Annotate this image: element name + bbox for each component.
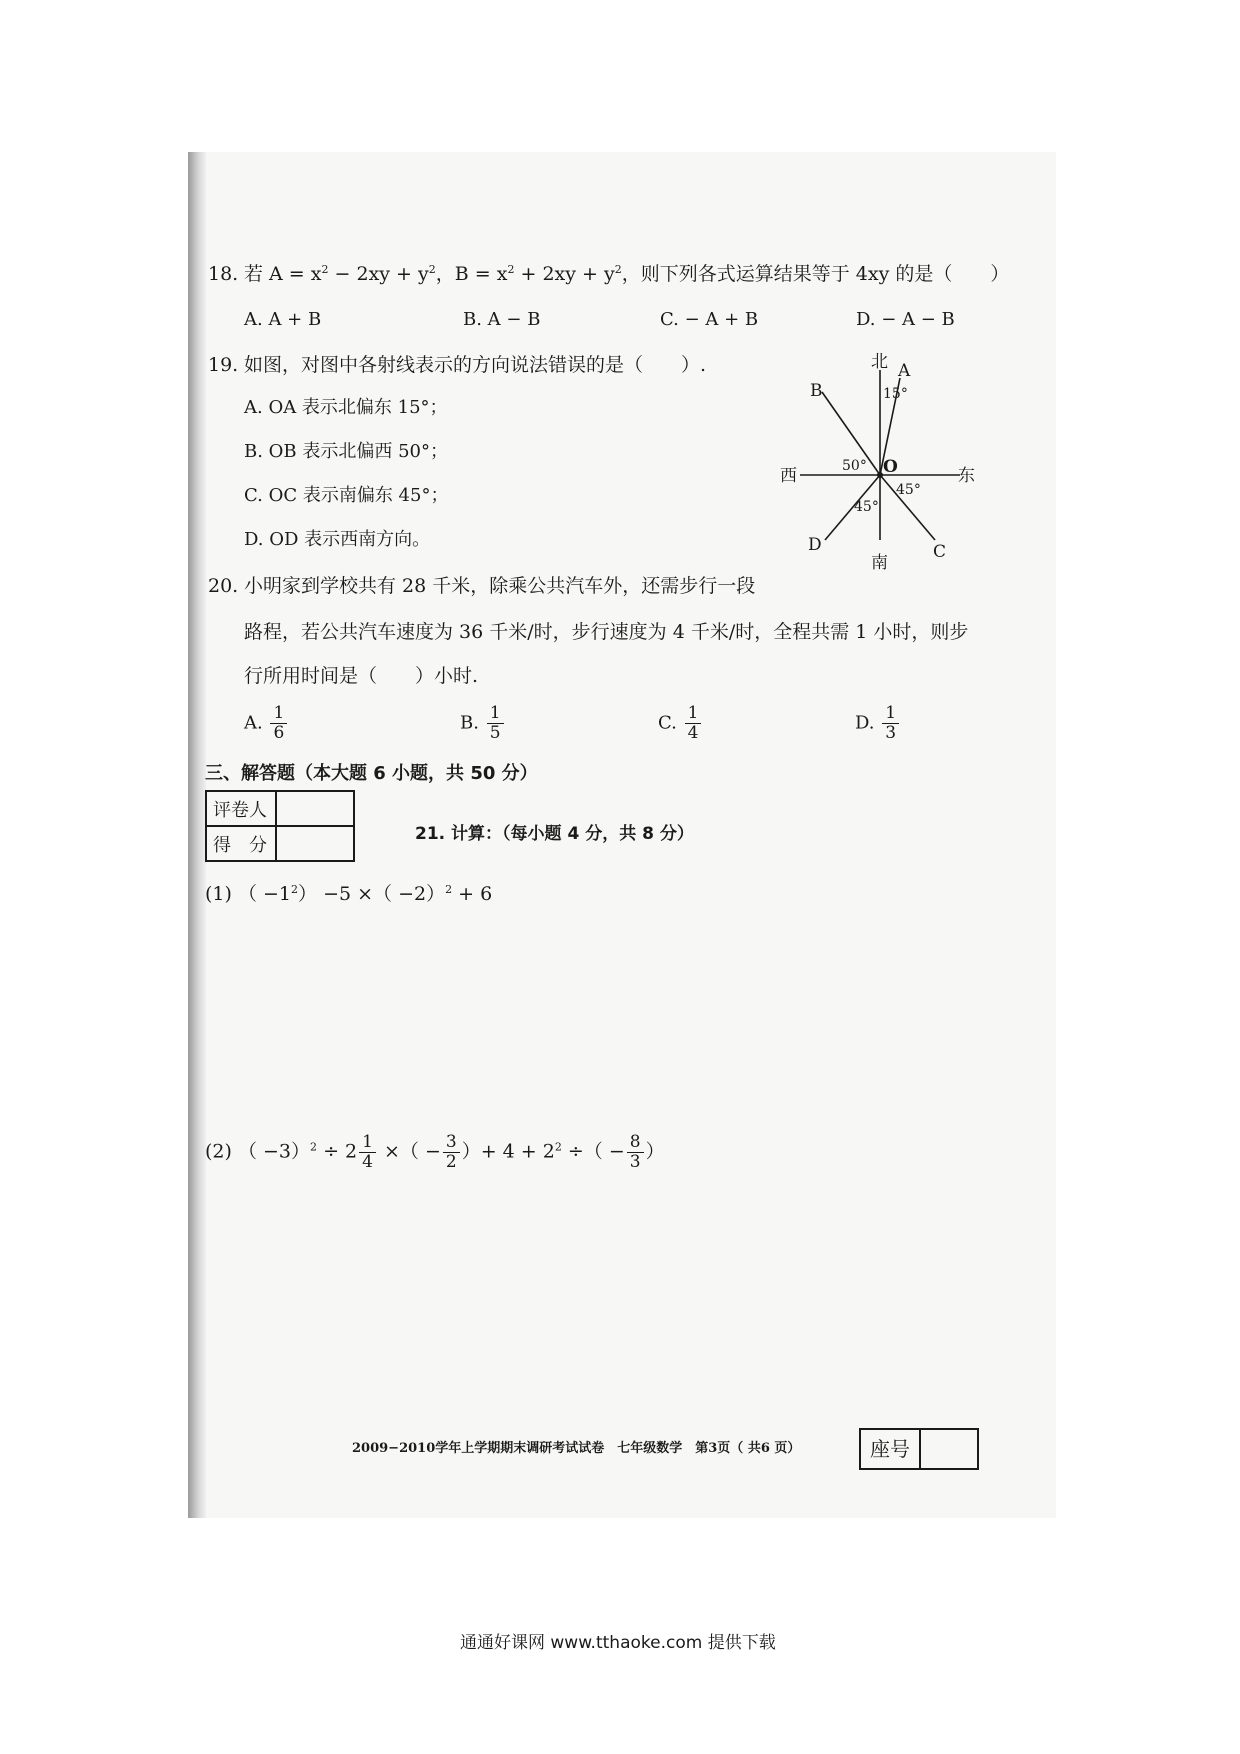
q18-option-d: D. − A − B	[856, 309, 955, 330]
angle-b: 50°	[842, 458, 867, 474]
download-site-credit: 通通好课网 www.tthaoke.com 提供下载	[460, 1633, 776, 1653]
q20-option-a: A. $\frac{1}{6}$	[244, 704, 289, 743]
q18-stem: 若 $A = x^2 - 2xy + y^2$，$B = x^2 + 2xy + y^2$，则下列各式运算结果等于 4xy 的是（ ）	[244, 263, 1010, 285]
grader-score-table	[205, 790, 355, 862]
label-a: A	[898, 361, 911, 381]
q20-number: 20.	[208, 575, 239, 597]
label-d: D	[808, 535, 822, 555]
angle-d: 45°	[854, 499, 879, 515]
angle-a: 15°	[883, 386, 908, 402]
angle-c: 45°	[896, 482, 921, 498]
q20-line2: 路程，若公共汽车速度为 36 千米/时，步行速度为 4 千米/时，全程共需 1 小时，则步	[244, 621, 969, 643]
q18-option-b: B. A − B	[463, 309, 541, 330]
q20-option-d: D. $\frac{1}{3}$	[855, 704, 901, 743]
q21-part1: (1) （ $-1^2) -5$ ×（ −2）$^2$ + 6	[205, 883, 493, 905]
q19-option-d: D. OD 表示西南方向。	[244, 529, 431, 550]
section3-title: 三、解答题（本大题 6 小题，共 50 分）	[205, 763, 538, 784]
grader-name-field[interactable]	[276, 791, 354, 826]
q20-line1: 小明家到学校共有 28 千米，除乘公共汽车外，还需步行一段	[244, 575, 756, 597]
label-east: 东	[958, 466, 975, 486]
compass-direction-figure	[770, 350, 1010, 580]
q19-number: 19.	[208, 354, 239, 376]
q19-option-a: A. OA 表示北偏东 15°；	[244, 397, 448, 418]
label-b: B	[810, 381, 823, 401]
q18-number: 18.	[208, 263, 239, 285]
seat-label: 座号	[861, 1430, 921, 1468]
q18-option-a: A. A + B	[244, 309, 322, 330]
q20-line3: 行所用时间是（ ）小时.	[244, 665, 479, 687]
label-c: C	[933, 542, 947, 562]
label-south: 南	[871, 553, 888, 573]
score-label: 得 分	[206, 826, 276, 861]
q21-part2: (2) （ −3）$^2$ ÷ 2 $\frac{1}{4}$ ×（ − $\frac{3}{2}$ ）+ $4 + 2^2$ ÷（ − $\frac{8}{3}$ ）	[205, 1132, 665, 1172]
q19-option-c: C. OC 表示南偏东 45°；	[244, 485, 449, 506]
page-footer: 2009−2010学年上学期期末调研考试试卷 七年级数学 第3页（ 共6 页）	[352, 1441, 801, 1456]
score-field[interactable]	[276, 826, 354, 861]
q19-option-b: B. OB 表示北偏西 50°；	[244, 441, 449, 462]
label-north: 北	[871, 352, 888, 372]
grader-label: 评卷人	[206, 791, 276, 826]
q20-option-c: C. $\frac{1}{4}$	[658, 704, 703, 743]
q21-title: 21. 计算：（每小题 4 分，共 8 分）	[415, 824, 694, 844]
label-origin: O	[883, 457, 898, 477]
seat-number-box	[859, 1428, 979, 1470]
q20-option-b: B. $\frac{1}{5}$	[460, 704, 506, 743]
q18-option-c: C. − A + B	[660, 309, 759, 330]
label-west: 西	[780, 466, 797, 486]
q19-stem: 如图，对图中各射线表示的方向说法错误的是（ ）.	[244, 354, 707, 376]
page-binding-shadow	[188, 152, 206, 1518]
